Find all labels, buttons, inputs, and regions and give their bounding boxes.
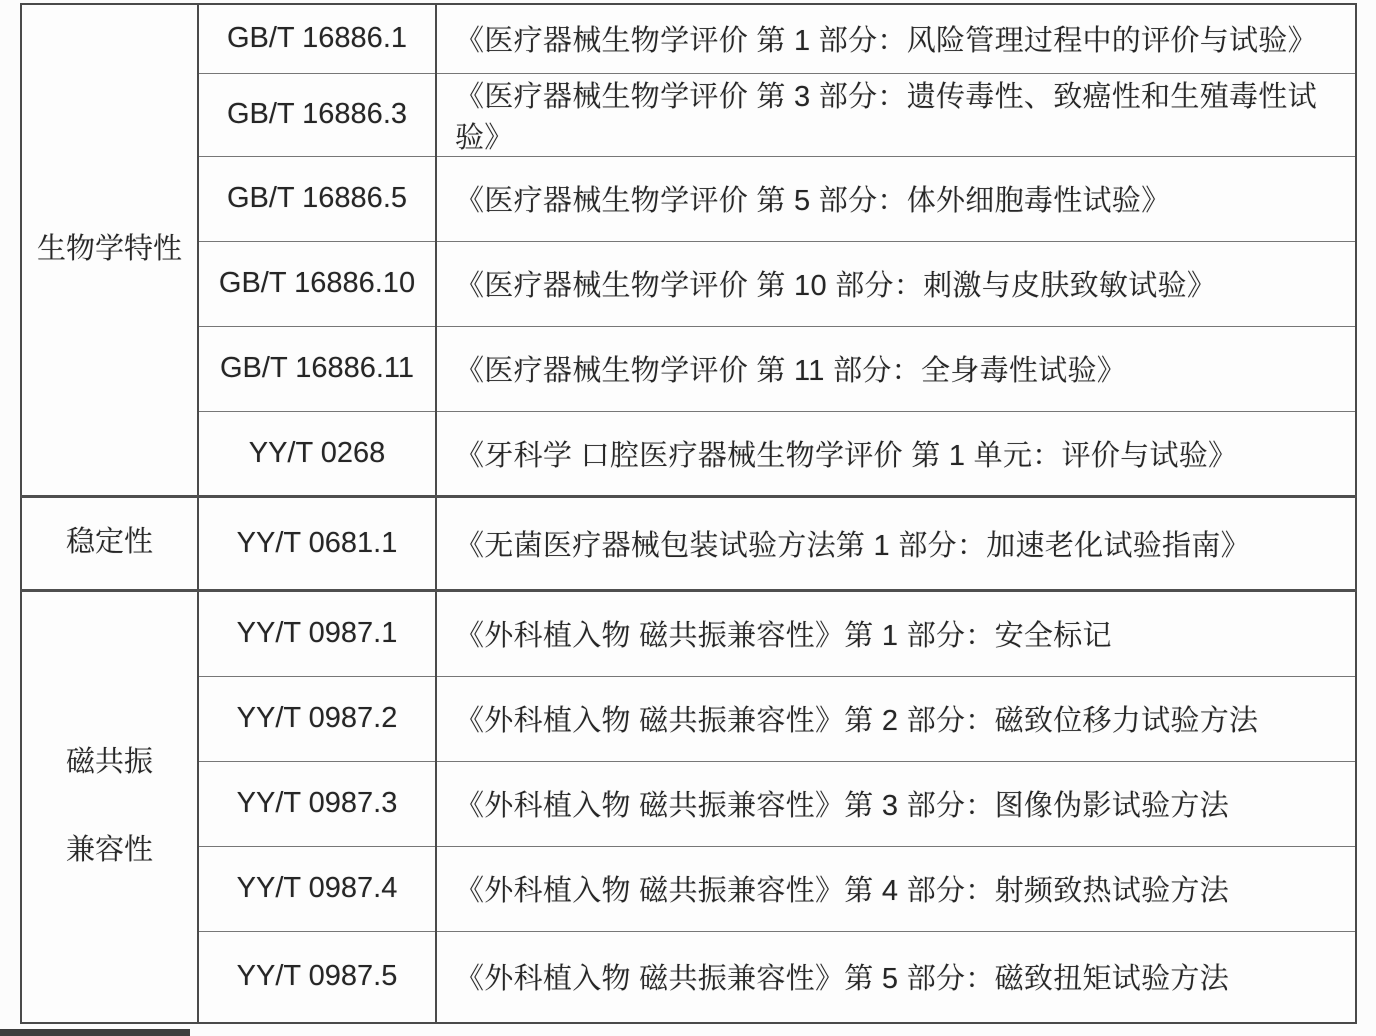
- standard-title-cell: 《外科植入物 磁共振兼容性》第 1 部分：安全标记: [436, 590, 1356, 676]
- category-label: 生物学特性: [36, 233, 182, 266]
- standard-title-cell: 《牙科学 口腔医疗器械生物学评价 第 1 单元：评价与试验》: [436, 411, 1356, 496]
- table-row: [21, 241, 1356, 326]
- table-row: [21, 846, 1356, 931]
- standard-title-cell: 《无菌医疗器械包装试验方法第 1 部分：加速老化试验指南》: [436, 496, 1356, 590]
- category-cell: [21, 4, 198, 496]
- standard-title-cell: 《外科植入物 磁共振兼容性》第 3 部分：图像伪影试验方法: [436, 761, 1356, 846]
- standard-title-cell: 《医疗器械生物学评价 第 5 部分：体外细胞毒性试验》: [436, 156, 1356, 241]
- standard-title-cell: 《医疗器械生物学评价 第 3 部分：遗传毒性、致癌性和生殖毒性试验》: [436, 73, 1356, 156]
- standard-title-cell: 《外科植入物 磁共振兼容性》第 4 部分：射频致热试验方法: [436, 846, 1356, 931]
- standard-code-cell: YY/T 0987.2: [198, 676, 436, 761]
- standard-title-cell: 《医疗器械生物学评价 第 1 部分：风险管理过程中的评价与试验》: [436, 4, 1356, 73]
- standard-code-cell: YY/T 0681.1: [198, 496, 436, 590]
- table-row: [21, 4, 1356, 73]
- table-row: [21, 411, 1356, 496]
- category-cell: [21, 590, 198, 1023]
- standard-title-cell: 《医疗器械生物学评价 第 10 部分：刺激与皮肤致敏试验》: [436, 241, 1356, 326]
- standard-code-cell: YY/T 0987.1: [198, 590, 436, 676]
- standards-table: [20, 3, 1357, 1024]
- standard-code-cell: GB/T 16886.5: [198, 156, 436, 241]
- category-label: 稳定性: [65, 526, 153, 559]
- table-row: [21, 931, 1356, 1023]
- category-label: 磁共振: [65, 745, 153, 778]
- category-cell: [21, 496, 198, 590]
- standard-title-cell: 《外科植入物 磁共振兼容性》第 2 部分：磁致位移力试验方法: [436, 676, 1356, 761]
- table-row: [21, 156, 1356, 241]
- standard-code-cell: YY/T 0268: [198, 411, 436, 496]
- standard-code-cell: GB/T 16886.11: [198, 326, 436, 411]
- table-row: [21, 73, 1356, 156]
- standard-code-cell: YY/T 0987.4: [198, 846, 436, 931]
- standard-code-cell: GB/T 16886.1: [198, 4, 436, 73]
- table-row: [21, 761, 1356, 846]
- standard-code-cell: YY/T 0987.5: [198, 931, 436, 1023]
- bottom-cut-artifact: [0, 1029, 190, 1036]
- standard-title-cell: 《医疗器械生物学评价 第 11 部分：全身毒性试验》: [436, 326, 1356, 411]
- table-row: [21, 496, 1356, 590]
- standard-code-cell: YY/T 0987.3: [198, 761, 436, 846]
- standard-code-cell: GB/T 16886.10: [198, 241, 436, 326]
- table-row: [21, 676, 1356, 761]
- standard-code-cell: GB/T 16886.3: [198, 73, 436, 156]
- table-row: [21, 590, 1356, 676]
- standard-title-cell: 《外科植入物 磁共振兼容性》第 5 部分：磁致扭矩试验方法: [436, 931, 1356, 1023]
- category-label: 兼容性: [65, 834, 153, 867]
- standards-table-body: [21, 4, 1356, 1023]
- table-row: [21, 326, 1356, 411]
